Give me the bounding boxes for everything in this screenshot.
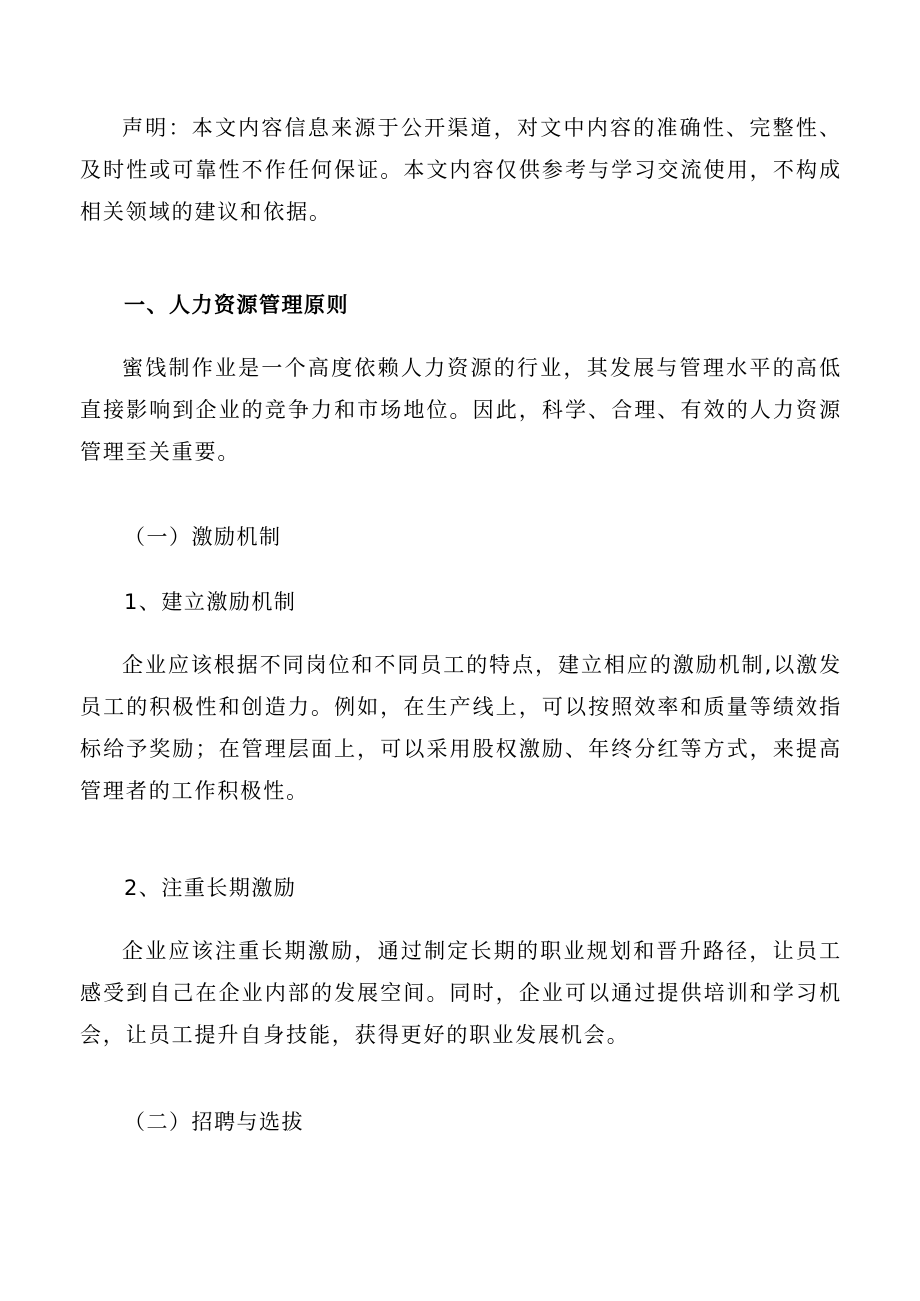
- subsection-heading-incentive: （一）激励机制: [124, 525, 282, 549]
- intro-paragraph: 蜜饯制作业是一个高度依赖人力资源的行业，其发展与管理水平的高低直接影响到企业的竞争力和市场地位。因此，科学、合理、有效的人力资源管理至关重要。: [80, 356, 842, 464]
- item-paragraph-build-incentive: 企业应该根据不同岗位和不同员工的特点，建立相应的激励机制,以激发员工的积极性和创造力。例如，在生产线上，可以按照效率和质量等绩效指标给予奖励；在管理层面上，可以采用股权激励、年终分红等方式，来提高管理者的工作积极性。: [80, 653, 842, 803]
- section-heading: 一、人力资源管理原则: [124, 293, 349, 317]
- item-heading-long-term-incentive: 2、注重长期激励: [124, 876, 297, 900]
- subsection-heading-recruitment: （二）招聘与选拔: [124, 1110, 304, 1134]
- item-heading-build-incentive: 1、建立激励机制: [124, 590, 297, 614]
- item-paragraph-long-term-incentive: 企业应该注重长期激励，通过制定长期的职业规划和晋升路径，让员工感受到自己在企业内部的发展空间。同时，企业可以通过提供培训和学习机会，让员工提升自身技能，获得更好的职业发展机会。: [80, 939, 842, 1047]
- disclaimer-paragraph: 声明：本文内容信息来源于公开渠道，对文中内容的准确性、完整性、及时性或可靠性不作任何保证。本文内容仅供参考与学习交流使用，不构成相关领域的建议和依据。: [80, 116, 842, 224]
